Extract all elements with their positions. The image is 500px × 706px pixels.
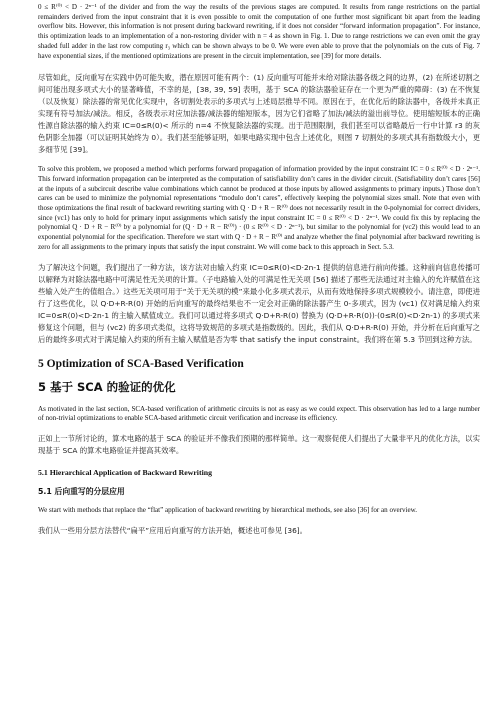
paragraph-4-en: We start with methods that replace the “flat” application of backward rewriting by hierarchical methods, see also [36] for an overview. bbox=[38, 505, 417, 514]
paragraph-2-zh: 为了解决这个问题，我们提出了一种方法，该方法对由输入约束 IC=0≤R(0)<D·2n-1 提供的信息进行前向传播。这种前向信息传播可以解释为对除法器电路中可满足性无关项的计算。（子电路输入处的可满足性无关项 [56] 描述了那些无法通过对主输入的允许赋值在这些输入处产生的值组合。）这些无关项可用于“关于无关项的模”来最小化多项式表示，从而有效地保持多项式规模较小。请注意，即使进行了这些优化，以 Q·D+R-R(0) 开始的后向重写的最终结果也不一定会对正确的除法器产生 0-多项式，因为 (vc1) 仅对满足输入约束 IC=0≤R(0)<D·2n-1 的主输入赋值成立。我们可以通过将多项式 Q·D+R-R(0) 替换为 (Q·D+R-R(0))·(0≤R(0)<D·2n-1) 的多项式来修复这个问题，但与 (vc2) 的多项式类似，这将导致规范的多项式是指数级的。因此，我们从 Q·D+R-R(0) 开始，并分析在后向重写之后的最终多项式对于满足输入约束的所有主输入赋值是否为零 that satisfy the input constraint。我们将在第 5.3 节回到这种方法。 bbox=[38, 262, 480, 344]
section-5-1-heading-en: 5.1 Hierarchical Application of Backward Rewriting bbox=[38, 467, 212, 477]
paragraph-1-en: 0 ≤ R⁽⁰⁾ < D · 2ⁿ⁻¹ of the divider and from the way the results of the previous stages are computed. It results from range restrictions on the partial remainders derived from the input constraint that it is even possible to omit the computation of one further most significant bit apart from the leading overflow bits. However, this information is not present during backward rewriting, if it does not consider “forward information propagation”. For instance, this optimization leads to an implementation of a non-restoring divider with n = 4 as shown in Fig. 1. Due to range restrictions we can even omit the gray shaded full adder in the last row computing r₃ which can be shown always to be 0. We were even able to prove that the polynomials on the cuts of Fig. 7 have exponential sizes, if the mentioned optimizations are present in the circuit implementation, see [39] for more details. bbox=[38, 3, 480, 60]
section-5-heading-zh: 5 基于 SCA 的验证的优化 bbox=[38, 379, 176, 394]
section-5-1-heading-zh: 5.1 后向重写的分层应用 bbox=[38, 486, 125, 496]
paragraph-3-zh: 正如上一节所讨论的，算术电路的基于 SCA 的验证并不像我们预期的那样简单。这一观察促使人们提出了大量非平凡的优化方法，以实现基于 SCA 的算术电路验证并提高其效率。 bbox=[38, 433, 480, 455]
paragraph-4-zh: 我们从一些用分层方法替代“扁平”应用后向重写的方法开始，概述也可参见 [36]。 bbox=[38, 525, 308, 535]
section-5-heading-en: 5 Optimization of SCA-Based Verification bbox=[38, 357, 244, 370]
paragraph-2-en: To solve this problem, we proposed a method which performs forward propagation of information provided by the input constraint IC = 0 ≤ R⁽⁰⁾ < D · 2ⁿ⁻¹. This forward information propagation can be interpreted as the computation of satisfiability don’t cares in the divider circuit. (Satisfiability don’t cares [56] at the inputs of a subcircuit describe value combinations which cannot be produced at those inputs by allowed assignments to primary inputs.) Those don’t cares can be used to minimize the polynomial representations “modulo don’t cares”, effectively keeping the polynomial sizes small. Note that even with those optimizations the final result of backward rewriting starting with Q · D + R − R⁽⁰⁾ does not necessarily result in the 0-polynomial for correct dividers, since (vc1) has only to hold for primary input assignments which satisfy the input constraint IC = 0 ≤ R⁽⁰⁾ < D · 2ⁿ⁻¹. We could fix this by replacing the polynomial Q · D + R − R⁽⁰⁾ by a polynomial for (Q · D + R − R⁽⁰⁾) · (0 ≤ R⁽⁰⁾ < D · 2ⁿ⁻¹), but similar to the polynomial for (vc2) this would lead to an exponential polynomial for the specification. Therefore we start with Q · D + R − R⁽⁰⁾ and analyze whether the final polynomial after backward rewriting is zero for all assignments to the primary inputs that satisfy the input constraint. We will come back to this approach in Sect. 5.3. bbox=[38, 165, 480, 251]
paragraph-1-zh: 尽管如此，反向重写在实践中仍可能失败，潜在原因可能有两个：(1) 反向重写可能并未给对除法器各级之间的边界，(2) 在所述切割之间可能出现多项式大小的显著峰值，不幸的是，[38, 39, 59] 表明，基于 SCA 的除法器验证存在一个更为严重的障碍：(3) 在不恢复（以及恢复）除法器的常见优化实现中，各切割处表示的多项式与上述局层推导不同。原因在于，在优化后的除法器中，各级并未真正实现有符号加法/减法。相反，各级表示对应加法器/减法器的缩短版本，因为它们省略了加法/减法的溢出前导位。使用缩短版本的正确性源自除法器的输入约束 IC=0≤R(0)< 所示的 n=4 不恢复除法器的实现。出于范围限制，我们甚至可以省略最后一行中计算 r3 的灰色阴影全加器（可以证明其始终为 0）。我们甚至能够证明，如果电路实现中包含上述优化，则图 7 切割处的多项式具有指数级大小，更多细节见 [39]。 bbox=[38, 73, 480, 155]
paragraph-3-en: As motivated in the last section, SCA-based verification of arithmetic circuits is not as easy as we could expect. This observation has led to a large number of non-trivial optimizations to enable SCA-based arithmetic circuit verification and increase its efficiency. bbox=[38, 404, 480, 423]
